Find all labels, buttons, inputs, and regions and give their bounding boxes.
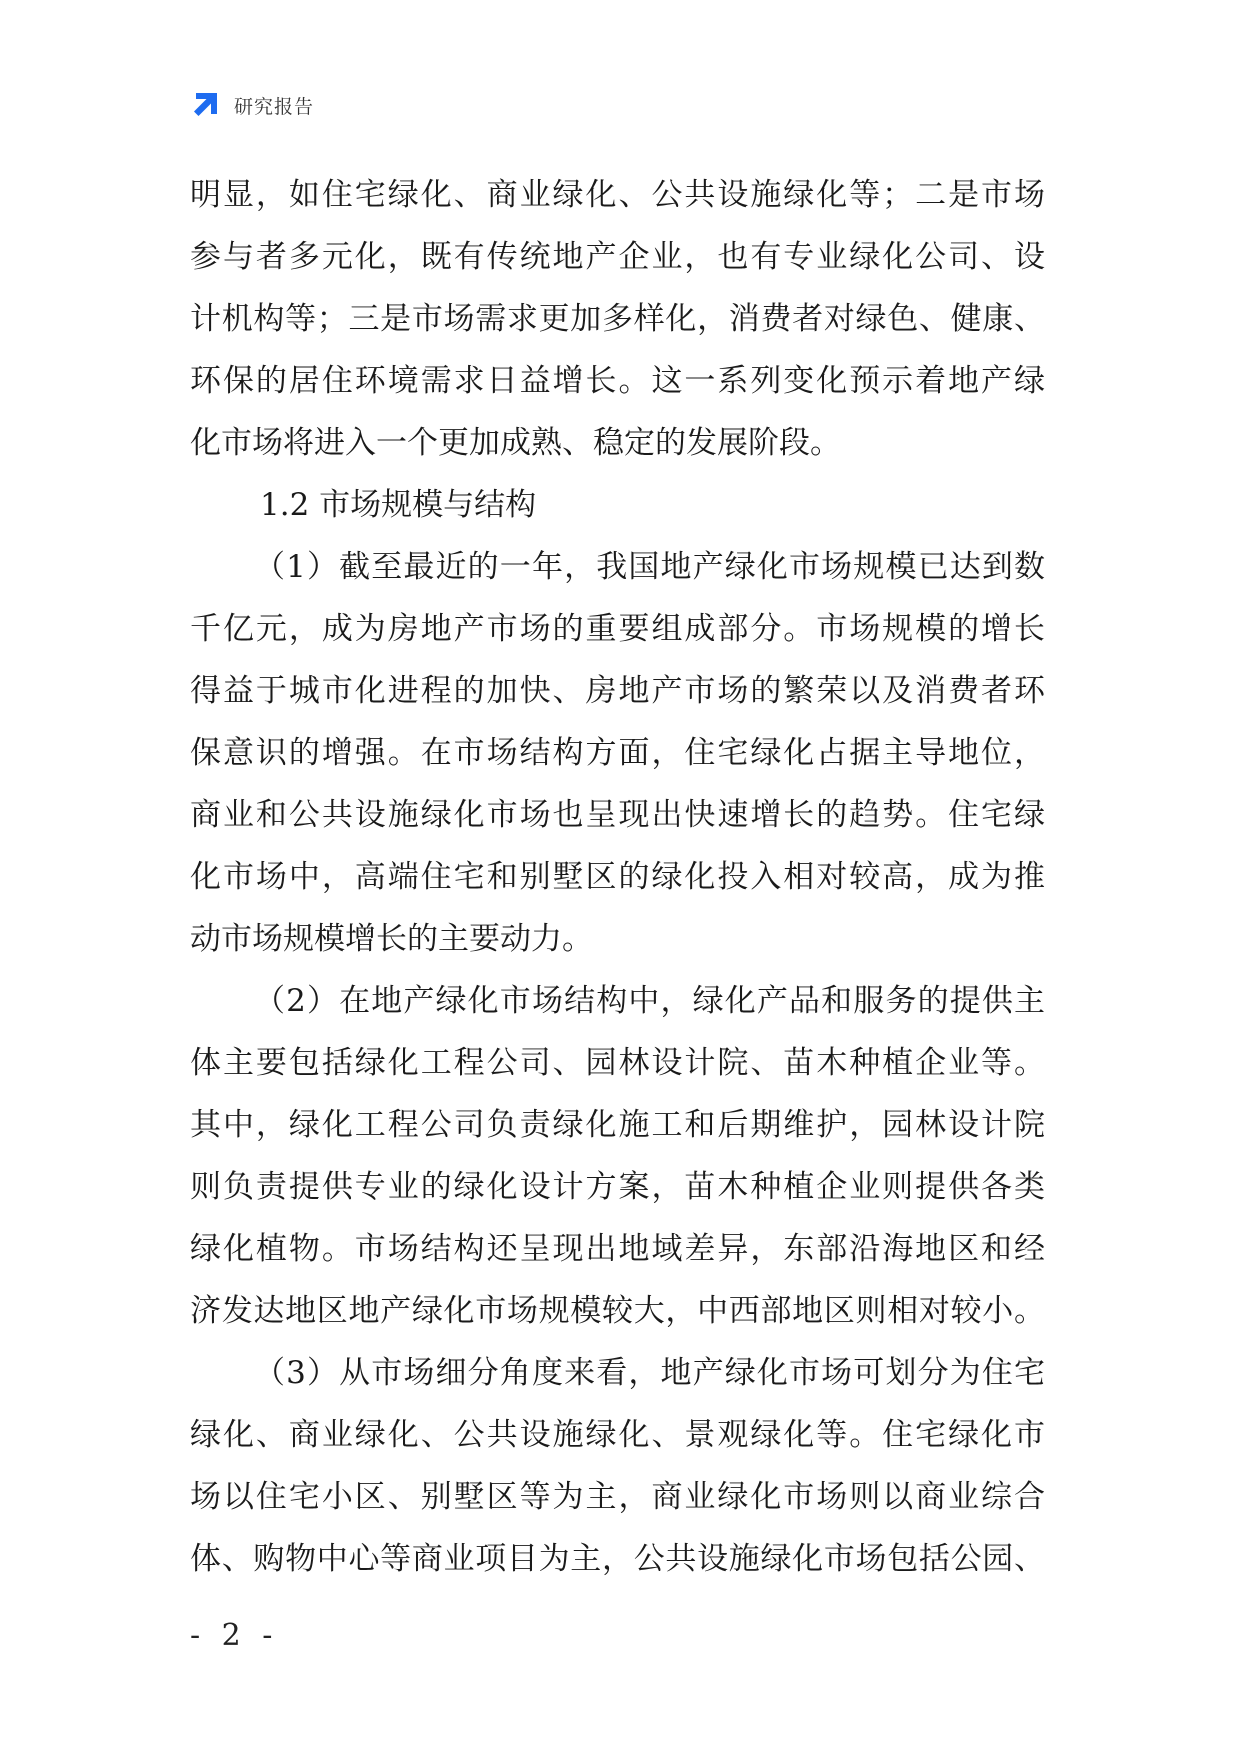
text-line: 明显，如住宅绿化、商业绿化、公共设施绿化等；二是市场 xyxy=(190,177,1045,213)
text-line: 得益于城市化进程的加快、房地产市场的繁荣以及消费者环 xyxy=(190,673,1045,709)
text-line: （3）从市场细分角度来看，地产绿化市场可划分为住宅 xyxy=(254,1355,1045,1391)
text-line: 化市场中，高端住宅和别墅区的绿化投入相对较高，成为推 xyxy=(190,859,1045,895)
text-line: 参与者多元化，既有传统地产企业，也有专业绿化公司、设 xyxy=(190,239,1045,275)
header-label: 研究报告 xyxy=(234,95,315,118)
text-line: 其中，绿化工程公司负责绿化施工和后期维护，园林设计院 xyxy=(190,1107,1045,1143)
arrow-up-right-icon xyxy=(190,90,220,120)
text-line: 则负责提供专业的绿化设计方案，苗木种植企业则提供各类 xyxy=(190,1169,1045,1205)
text-line: 商业和公共设施绿化市场也呈现出快速增长的趋势。住宅绿 xyxy=(190,797,1045,833)
text-line: 场以住宅小区、别墅区等为主，商业绿化市场则以商业综合 xyxy=(190,1479,1045,1515)
text-line: 动市场规模增长的主要动力。 xyxy=(190,921,593,957)
text-line: 体主要包括绿化工程公司、园林设计院、苗木种植企业等。 xyxy=(190,1045,1045,1081)
text-line: 保意识的增强。在市场结构方面，住宅绿化占据主导地位， xyxy=(190,735,1045,771)
text-line: 环保的居住环境需求日益增长。这一系列变化预示着地产绿 xyxy=(190,363,1045,399)
text-line: 化市场将进入一个更加成熟、稳定的发展阶段。 xyxy=(190,425,841,461)
text-line: （2）在地产绿化市场结构中，绿化产品和服务的提供主 xyxy=(254,983,1045,1019)
text-line: 千亿元，成为房地产市场的重要组成部分。市场规模的增长 xyxy=(190,611,1045,647)
text-line: 绿化植物。市场结构还呈现出地域差异，东部沿海地区和经 xyxy=(190,1231,1045,1267)
text-line: 体、购物中心等商业项目为主，公共设施绿化市场包括公园、 xyxy=(190,1541,1045,1577)
text-line: 计机构等；三是市场需求更加多样化，消费者对绿色、健康、 xyxy=(190,301,1045,337)
text-line: 绿化、商业绿化、公共设施绿化、景观绿化等。住宅绿化市 xyxy=(190,1417,1045,1453)
document-body xyxy=(190,164,1045,1590)
text-line: （1）截至最近的一年，我国地产绿化市场规模已达到数 xyxy=(254,549,1045,585)
page-number: - 2 - xyxy=(190,1618,279,1653)
text-line: 济发达地区地产绿化市场规模较大，中西部地区则相对较小。 xyxy=(190,1293,1045,1329)
page-header xyxy=(190,90,314,120)
section-heading: 1.2 市场规模与结构 xyxy=(260,487,537,523)
